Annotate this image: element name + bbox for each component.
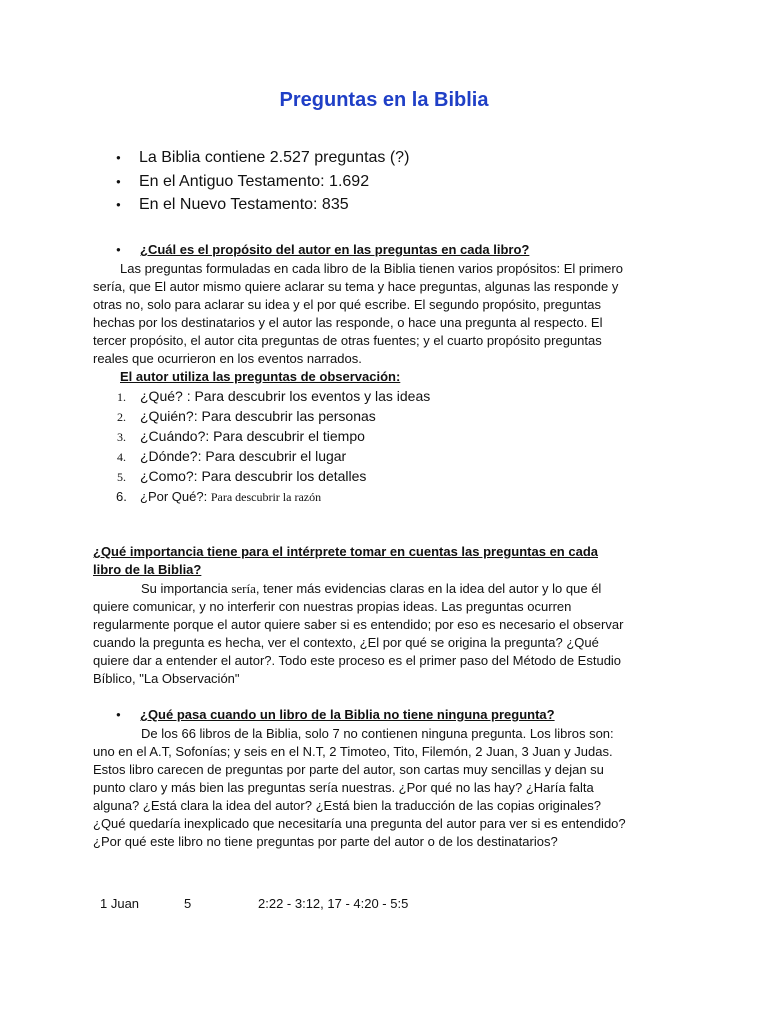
section1-line: reales que ocurrieron en los eventos narrados. bbox=[93, 351, 362, 366]
section2-question bbox=[93, 544, 598, 559]
section2-question-line: libro de la Biblia? bbox=[93, 562, 202, 577]
list-number: 2. bbox=[117, 410, 126, 424]
summary-item: En el Antiguo Testamento: 1.692 bbox=[139, 173, 370, 190]
list-item: ¿Cuándo?: Para descubrir el tiempo bbox=[140, 428, 365, 444]
section2-line: Bíblico, "La Observación" bbox=[93, 671, 240, 686]
page-title: Preguntas en la Biblia bbox=[279, 89, 489, 111]
section2-text: , tener más evidencias claras en la idea del autor y lo que él bbox=[255, 581, 602, 596]
section2-line: quiere comunicar, y no interferir con nuestras propias ideas. Las preguntas ocurren bbox=[93, 599, 572, 614]
footer-book: 1 Juan bbox=[100, 896, 140, 911]
section3-line: alguna? ¿Está clara la idea del autor? ¿Está bien la traducción de las copias originales? bbox=[93, 798, 602, 813]
section2-text: sería bbox=[231, 581, 256, 596]
list-item: ¿Qué? : Para descubrir los eventos y las ideas bbox=[140, 388, 431, 404]
list-number: 4. bbox=[117, 450, 126, 464]
list-item bbox=[140, 489, 321, 505]
section3-line: ¿Qué quedaría inexplicado que necesitaría una pregunta del autor para ver si es entendido? bbox=[93, 816, 626, 831]
summary-item: En el Nuevo Testamento: 835 bbox=[139, 196, 349, 213]
list-item: ¿Dónde?: Para descubrir el lugar bbox=[140, 448, 347, 464]
footer-refs: 2:22 - 3:12, 17 - 4:20 - 5:5 bbox=[258, 896, 409, 911]
section3-line: uno en el A.T, Sofonías; y seis en el N.T, 2 Timoteo, Tito, Filemón, 2 Juan, 3 Juan y Judas. bbox=[93, 744, 613, 759]
bullet-icon: ● bbox=[116, 200, 121, 209]
section2-question-line: ¿Qué importancia tiene para el intérprete tomar en cuentas las preguntas en cada bbox=[93, 544, 598, 559]
section1-question: ¿Cuál es el propósito del autor en las preguntas en cada libro? bbox=[140, 242, 530, 257]
list-number: 6. bbox=[116, 489, 127, 504]
summary-item: La Biblia contiene 2.527 preguntas (?) bbox=[139, 149, 410, 166]
section2-line bbox=[141, 580, 601, 598]
section2-line: quiere dar a entender el autor?. Todo este proceso es el primer paso del Método de Estudio bbox=[93, 653, 622, 668]
list-item: ¿Como?: Para descubrir los detalles bbox=[140, 468, 367, 484]
section1-subheading: El autor utiliza las preguntas de observación: bbox=[120, 369, 401, 384]
section1-line: Las preguntas formuladas en cada libro de la Biblia tienen varios propósitos: El primero bbox=[120, 261, 623, 276]
bullet-icon: ● bbox=[116, 177, 121, 186]
list-number: 1. bbox=[117, 390, 126, 404]
section2-text: Su importancia bbox=[141, 581, 228, 596]
section3-line: Estos libro carecen de preguntas por parte del autor, son cartas muy sencillas y dejan su bbox=[93, 762, 604, 777]
section3-question: ¿Qué pasa cuando un libro de la Biblia no tiene ninguna pregunta? bbox=[140, 707, 555, 722]
section1-line: otras no, solo para aclarar su idea y el por qué escribe. El segundo propósito, preguntas bbox=[93, 297, 602, 312]
section1-line: tercer propósito, el autor cita preguntas de otras fuentes; y el cuarto propósito preguntas bbox=[93, 333, 602, 348]
section3-line: ¿Por qué este libro no tiene preguntas por parte del autor o de los destinatarios? bbox=[93, 834, 558, 849]
section2-line: cuando la pregunta es hecha, ver el contexto, ¿El por qué se origina la pregunta? ¿Qué bbox=[93, 635, 599, 650]
section1-line: sería, que El autor mismo quiere aclarar su tema y hace preguntas, algunas las responde y bbox=[93, 279, 619, 294]
section1-line: hechas por los destinatarios y el autor las responde, o hace una pregunta al respecto. El bbox=[93, 315, 603, 330]
footer-count: 5 bbox=[184, 896, 192, 911]
list-item: ¿Quién?: Para descubrir las personas bbox=[140, 408, 376, 424]
bullet-icon: ● bbox=[116, 153, 121, 162]
section3-line: De los 66 libros de la Biblia, solo 7 no contienen ninguna pregunta. Los libros son: bbox=[141, 726, 614, 741]
list-number: 5. bbox=[117, 470, 126, 484]
list-number: 3. bbox=[117, 430, 126, 444]
list-item-text: ¿Por Qué?: bbox=[140, 489, 208, 504]
bullet-icon: ● bbox=[116, 710, 121, 719]
section2-line: regularmente porque el autor quiere saber si es entendido; por eso es necesario el observar bbox=[93, 617, 624, 632]
section3-line: punto claro y más bien las preguntas sería nuestras. ¿Por qué no las hay? ¿Haría falta bbox=[93, 780, 594, 795]
bullet-icon: ● bbox=[116, 245, 121, 254]
list-item-text: Para descubrir la razón bbox=[210, 490, 322, 504]
